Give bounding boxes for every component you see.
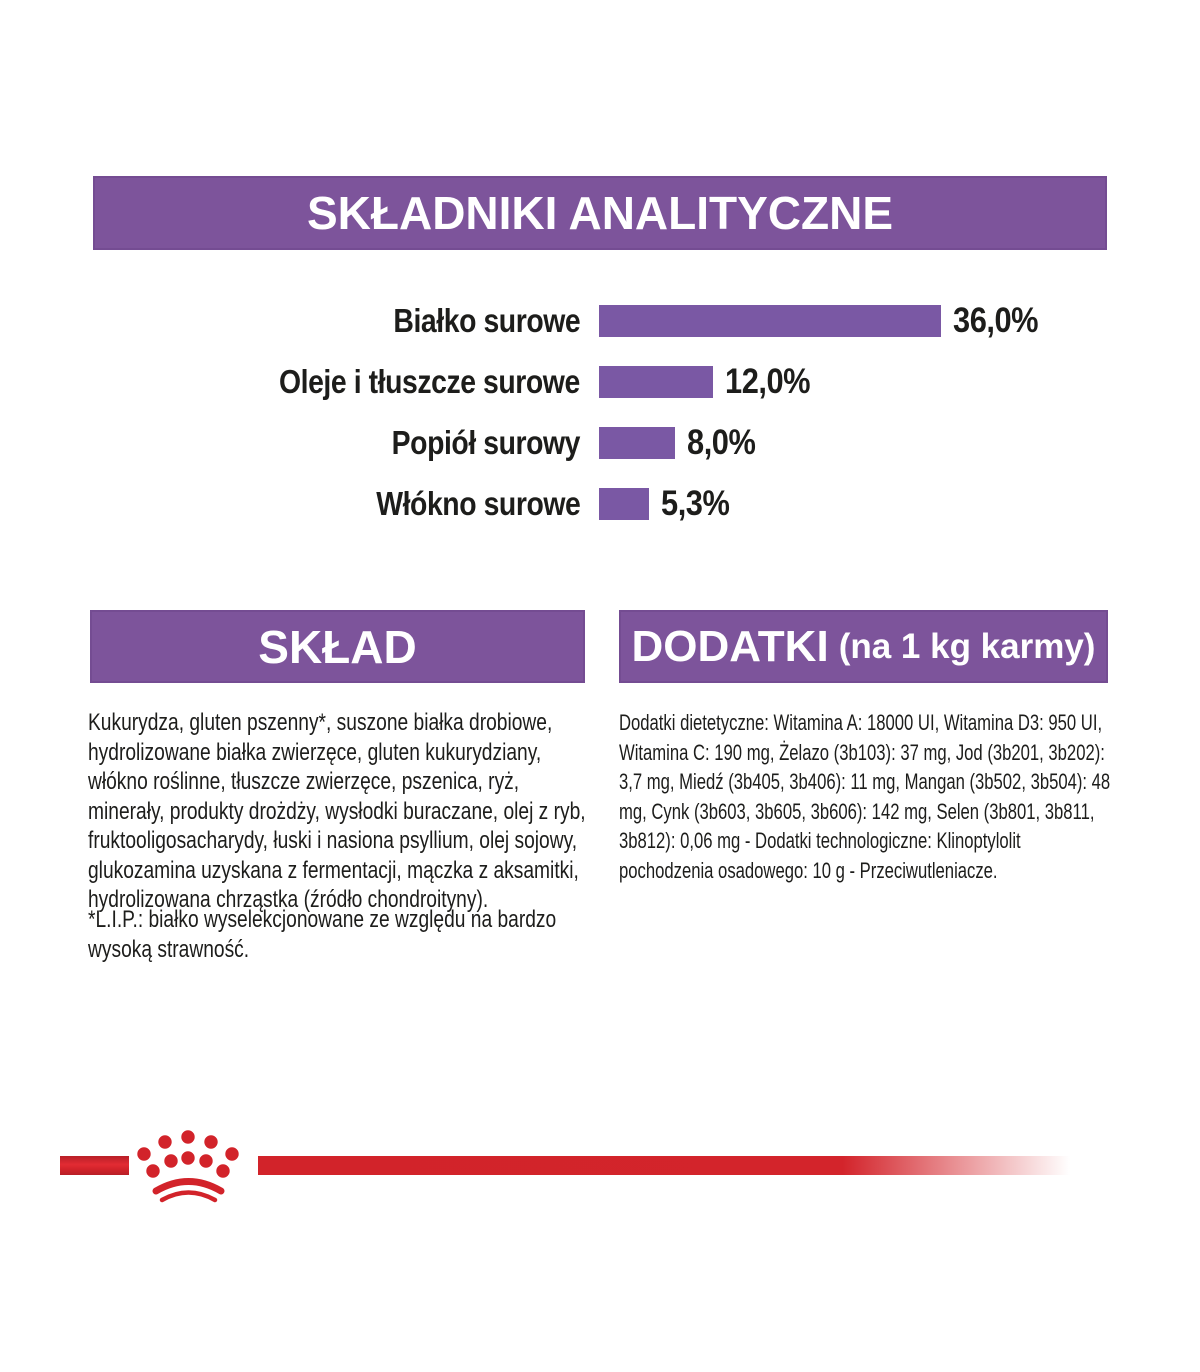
chart-value-label-text: 8,0% [687,423,756,462]
additives-title-suffix: (na 1 kg karmy) [838,626,1096,666]
chart-row [0,301,1200,340]
chart-category-label [0,302,580,340]
chart-row [0,423,1200,462]
chart-bar [599,366,713,398]
chart-category-label [0,363,580,401]
chart-row [0,484,1200,523]
chart-bar [599,305,941,337]
royal-canin-crown-icon [131,1127,246,1209]
additives-header [619,610,1108,683]
chart-value-label [661,484,739,524]
chart-value-label [725,362,822,402]
footer-red-ribbon-right [258,1156,1070,1175]
chart-category-label-text: Włókno surowe [375,485,580,522]
composition-header [90,610,585,683]
chart-value-label-text: 36,0% [953,301,1039,340]
composition-text: Kukurydza, gluten pszenny*, suszone białka drobiowe, hydrolizowane białka zwierzęce, gluten kukurydziany, włókno roślinne, tłuszcze zwierzęce, pszenica, ryż, minerały, produkty drożdży, wysłodki buraczane, olej z ryb, fruktooligosacharydy, łuski i nasiona psyllium, olej sojowy, glukozamina uzyskana z fermentacji, mączka z aksamitki, hydrolizowana chrząstka (źródło chondroityny). [88,709,586,913]
chart-value-label-text: 12,0% [725,362,811,401]
chart-category-label [0,424,580,462]
analytical-constituents-title: SKŁADNIKI ANALITYCZNE [306,187,894,239]
additives-text: Dodatki dietetyczne: Witamina A: 18000 UI, Witamina D3: 950 UI, Witamina C: 190 mg, Żelazo (3b103): 37 mg, Jod (3b201, 3b202): 3,7 mg, Miedź (3b405, 3b406): 11 mg, Mangan (3b502, 3b504): 48 mg, Cynk (3b603, 3b605, 3b606): 142 mg, Selen (3b801, 3b811, 3b812): 0,06 mg - Dodatki technologiczne: Klinoptylolit pochodzenia osadowego: 10 g - Przeciwutleniacze. [619,710,1111,883]
chart-bar [599,488,649,520]
chart-category-label [0,485,580,523]
lip-footnote-text: *L.I.P.: białko wyselekcjonowane ze względu na bardzo wysoką strawność. [88,906,557,963]
chart-value-label [953,301,1050,341]
chart-category-label-text: Białko surowe [393,302,580,339]
footer-red-ribbon-left [60,1156,129,1175]
chart-value-label [687,423,765,463]
additives-title: DODATKI [631,621,829,671]
chart-category-label-text: Popiół surowy [391,424,580,461]
analytical-constituents-bar-chart [0,301,1200,549]
chart-value-label-text: 5,3% [661,484,730,523]
chart-bar [599,427,675,459]
chart-category-label-text: Oleje i tłuszcze surowe [279,363,580,400]
analytical-constituents-header [93,176,1107,250]
composition-title: SKŁAD [258,620,417,673]
chart-row [0,362,1200,401]
